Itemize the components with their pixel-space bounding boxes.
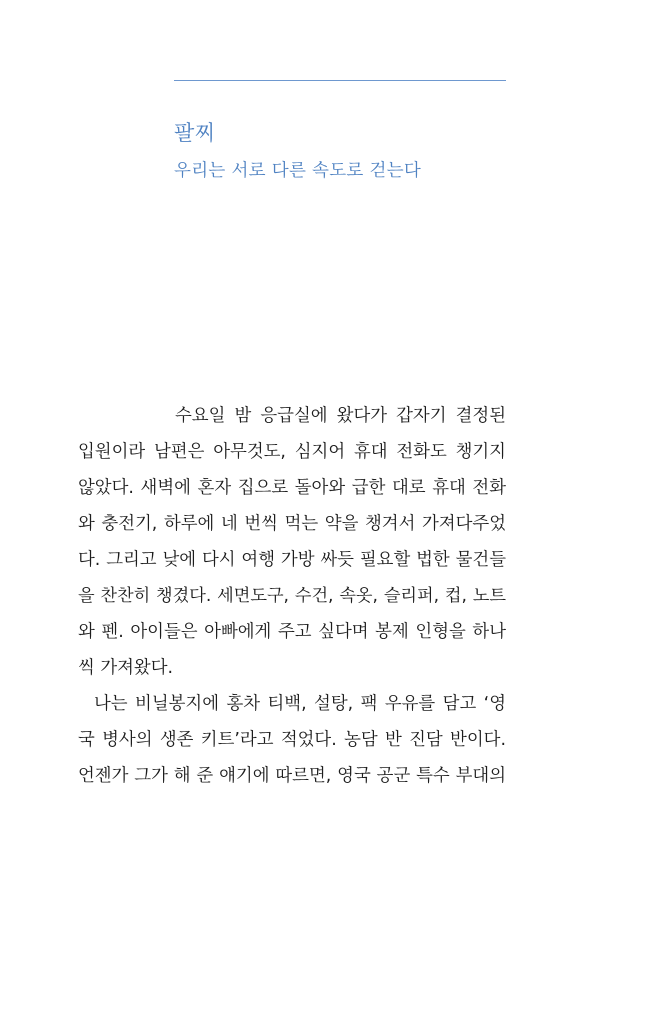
body-line: 씩 가져왔다. xyxy=(78,658,174,678)
body-line: 와 펜. 아이들은 아빠에게 주고 싶다며 봉제 인형을 하나 xyxy=(78,622,506,642)
chapter-subtitle: 우리는 서로 다른 속도로 걷는다 xyxy=(174,161,422,181)
body-line: 을 찬찬히 챙겼다. 세면도구, 수건, 속옷, 슬리퍼, 컵, 노트 xyxy=(78,586,506,606)
body-line: 입원이라 남편은 아무것도, 심지어 휴대 전화도 챙기지 xyxy=(78,442,506,462)
body-text xyxy=(78,398,506,794)
body-line: 언젠가 그가 해 준 얘기에 따르면, 영국 공군 특수 부대의 xyxy=(78,766,506,786)
chapter-title: 팔찌 xyxy=(174,121,216,145)
body-line: 국 병사의 생존 키트’라고 적었다. 농담 반 진담 반이다. xyxy=(78,730,506,750)
body-line: 나는 비닐봉지에 홍차 티백, 설탕, 팩 우유를 담고 ‘영 xyxy=(94,694,506,714)
body-line: 수요일 밤 응급실에 왔다가 갑자기 결정된 xyxy=(175,406,506,426)
chapter-header-rule xyxy=(174,80,506,81)
body-line: 다. 그리고 낮에 다시 여행 가방 싸듯 필요할 법한 물건들 xyxy=(78,550,506,570)
body-line: 않았다. 새벽에 혼자 집으로 돌아와 급한 대로 휴대 전화 xyxy=(78,478,506,498)
body-line: 와 충전기, 하루에 네 번씩 먹는 약을 챙겨서 가져다주었 xyxy=(78,514,506,534)
